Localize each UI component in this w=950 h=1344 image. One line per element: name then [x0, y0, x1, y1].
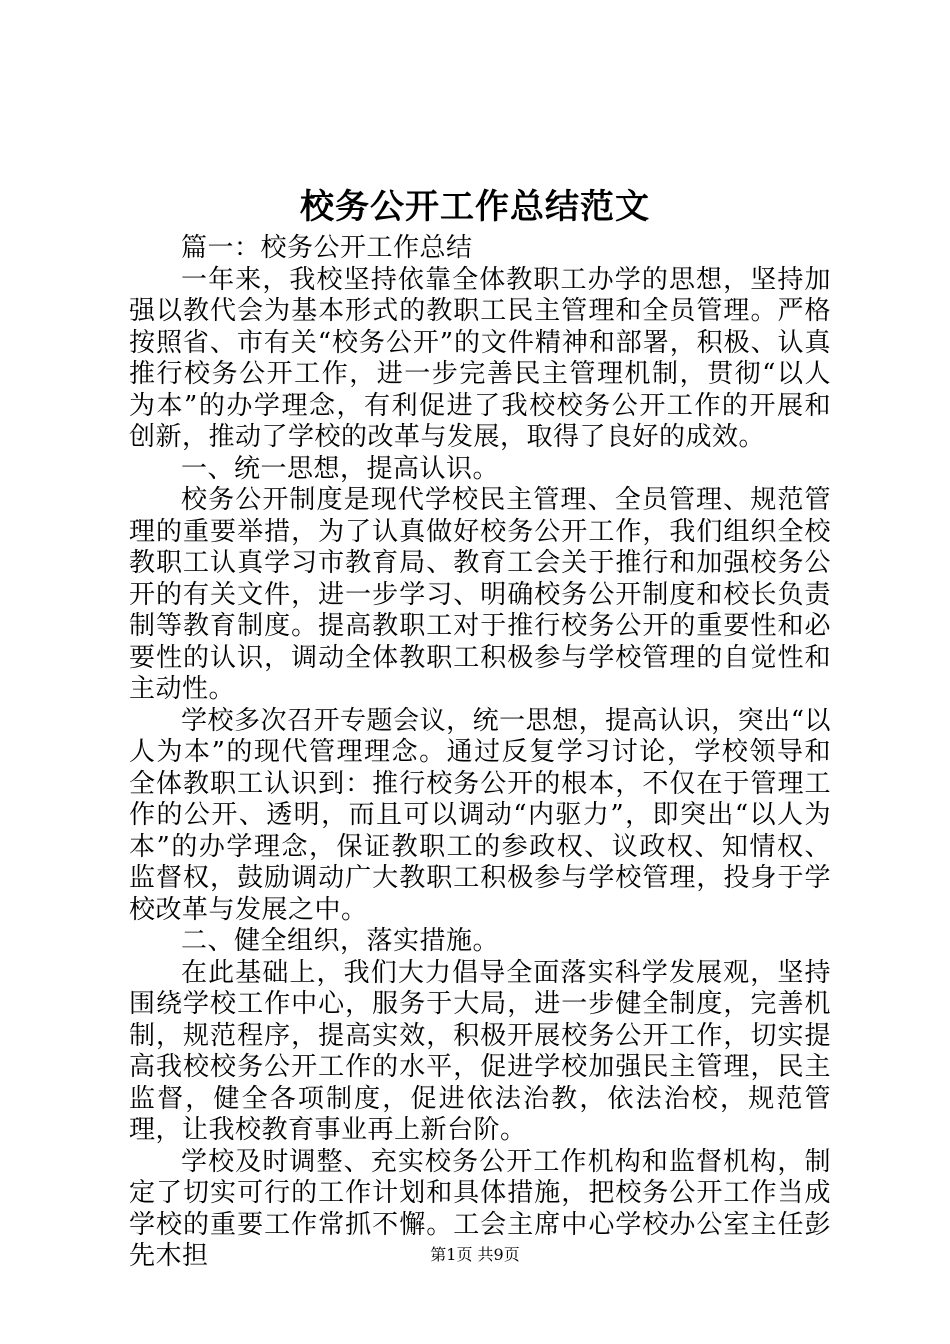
paragraph-body: 学校多次召开专题会议，统一思想，提高认识，突出“以人为本”的现代管理理念。通过反复学习讨论，学校领导和全体教职工认识到：推行校务公开的根本，不仅在于管理工作的公开、透明，而且可以调动“内驱力”，即突出“以人为本”的办学理念，保证教职工的参政权、议政权、知情权、监督权，鼓励调动广大教职工积极参与学校管理，投身于学校改革与发展之中。 — [129, 705, 831, 925]
section-heading-part-one: 篇一：校务公开工作总结 — [181, 233, 473, 263]
section-heading-1: 一、统一思想，提高认识。 — [181, 453, 500, 484]
page-number-footer: 第1页 共9页 — [430, 1245, 520, 1264]
section-heading-2: 二、健全组织，落实措施。 — [181, 926, 500, 956]
paragraph-body: 在此基础上，我们大力倡导全面落实科学发展观，坚持围绕学校工作中心，服务于大局，进一步健全制度，完善机制，规范程序，提高实效，积极开展校务公开工作，切实提高我校校务公开工作的水平，促进学校加强民主管理，民主监督，健全各项制度，促进依法治教，依法治校，规范管理，让我校教育事业再上新台阶。 — [129, 957, 831, 1145]
paragraph-body: 学校及时调整、充实校务公开工作机构和监督机构，制定了切实可行的工作计划和具体措施，把校务公开工作当成学校的重要工作常抓不懈。工会主席中心学校办公室主任彭先木担 — [129, 1146, 831, 1271]
document-title: 校务公开工作总结范文 — [300, 187, 650, 227]
paragraph-intro: 一年来，我校坚持依靠全体教职工办学的思想，坚持加强以教代会为基本形式的教职工民主管理和全员管理。严格按照省、市有关“校务公开”的文件精神和部署，积极、认真推行校务公开工作，进一步完善民主管理机制，贯彻“以人为本”的办学理念，有利促进了我校校务公开工作的开展和创新，推动了学校的改革与发展，取得了良好的成效。 — [129, 264, 831, 452]
paragraph-body: 校务公开制度是现代学校民主管理、全员管理、规范管理的重要举措，为了认真做好校务公开工作，我们组织全校教职工认真学习市教育局、教育工会关于推行和加强校务公开的有关文件，进一步学习、明确校务公开制度和校长负责制等教育制度。提高教职工对于推行校务公开的重要性和必要性的认识，调动全体教职工积极参与学校管理的自觉性和主动性。 — [129, 485, 831, 704]
document-body — [129, 233, 831, 1273]
